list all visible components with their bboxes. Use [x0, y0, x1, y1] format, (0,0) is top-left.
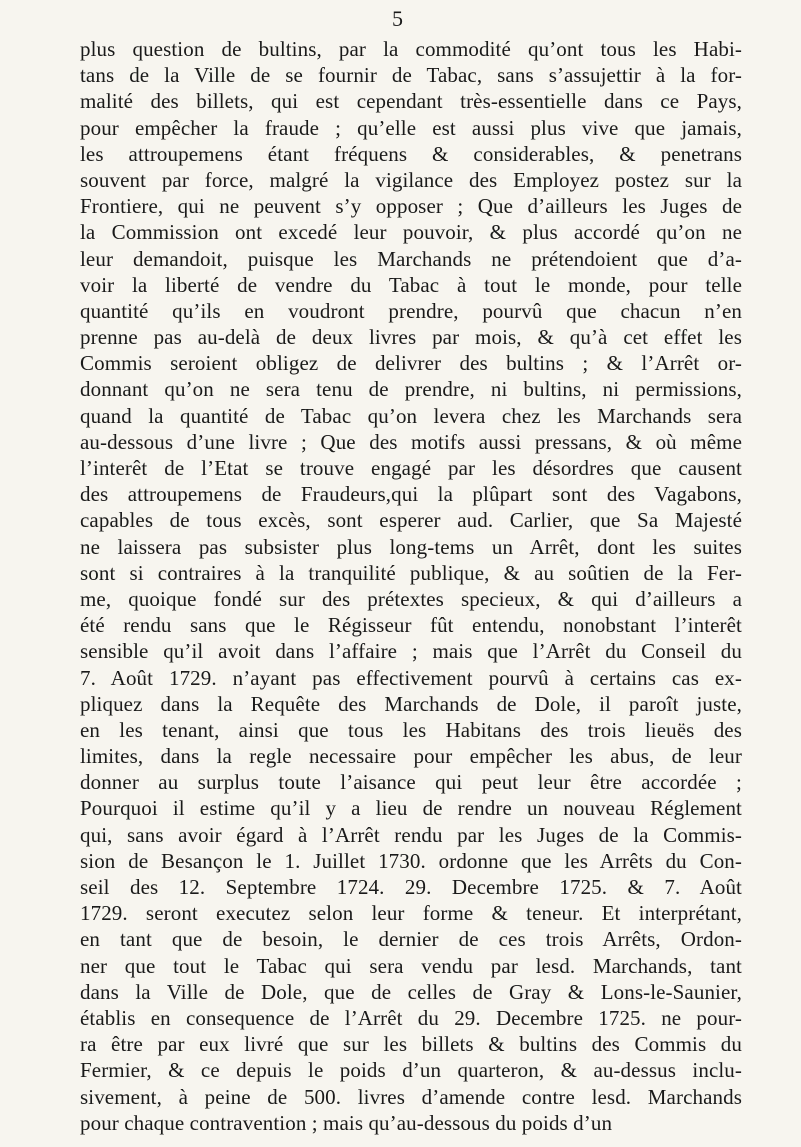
page-number: 5	[392, 6, 403, 31]
text-line: 1729. seront executez selon leur forme & teneur. Et interprétant,	[80, 901, 742, 926]
text-line: sensible qu’il avoit dans l’affaire ; mais que l’Arrêt du Conseil du	[80, 639, 742, 664]
text-line: plus question de bultins, par la commodité qu’ont tous les Habi-	[80, 37, 742, 61]
text-line: 7. Août 1729. n’ayant pas effectivement pourvû à certains cas ex-	[80, 665, 742, 690]
text-line: quand la quantité de Tabac qu’on levera chez les Marchands sera	[80, 403, 742, 428]
text-line: pour empêcher la fraude ; qu’elle est aussi plus vive que jamais,	[80, 115, 742, 140]
text-line: les attroupemens étant fréquens & considerables, & penetrans	[80, 141, 742, 166]
text-line: Pourquoi il estime qu’il y a lieu de rendre un nouveau Réglement	[80, 796, 742, 821]
text-line: leur demandoit, puisque les Marchands ne prétendoient que d’a-	[80, 246, 742, 271]
text-line: établis en consequence de l’Arrêt du 29. Decembre 1725. ne pour-	[80, 1005, 742, 1030]
text-line: des attroupemens de Fraudeurs,qui la plûpart sont des Vagabons,	[80, 482, 742, 507]
text-line: souvent par force, malgré la vigilance des Employez postez sur la	[80, 167, 742, 192]
text-line: donner au surplus toute l’aisance qui peut leur être accordée ;	[80, 770, 742, 795]
text-line: l’interêt de l’Etat se trouve engagé par les désordres que causent	[80, 456, 742, 480]
body-text	[80, 36, 742, 1136]
text-line: seil des 12. Septembre 1724. 29. Decembre 1725. & 7. Août	[80, 875, 742, 899]
text-line: tans de la Ville de se fournir de Tabac, sans s’assujettir à la for-	[80, 63, 742, 88]
text-line: en les tenant, ainsi que tous les Habitans des trois lieuës des	[80, 717, 742, 742]
text-line: qui, sans avoir égard à l’Arrêt rendu par les Juges de la Commis-	[80, 822, 742, 847]
text-line: quantité qu’ils en voudront prendre, pourvû que chacun n’en	[80, 298, 742, 323]
text-line: Commis seroient obligez de delivrer des bultins ; & l’Arrêt or-	[80, 351, 742, 376]
text-line: Fermier, & ce depuis le poids d’un quarteron, & au-dessus inclu-	[80, 1058, 742, 1083]
text-line: sion de Besançon le 1. Juillet 1730. ordonne que les Arrêts du Con-	[80, 848, 742, 873]
text-line: pour chaque contravention ; mais qu’au-dessous du poids d’un	[80, 1110, 613, 1135]
text-line: pliquez dans la Requête des Marchands de Dole, il paroît juste,	[80, 691, 742, 716]
text-line: voir la liberté de vendre du Tabac à tout le monde, pour telle	[80, 272, 742, 297]
text-line: prenne pas au-delà de deux livres par mois, & qu’à cet effet les	[80, 325, 742, 350]
text-line: en tant que de besoin, le dernier de ces trois Arrêts, Ordon-	[80, 927, 742, 952]
text-line: dans la Ville de Dole, que de celles de Gray & Lons-le-Saunier,	[80, 979, 742, 1004]
text-line: été rendu sans que le Régisseur fût entendu, nonobstant l’interêt	[80, 613, 742, 638]
text-line: la Commission ont excedé leur pouvoir, & plus accordé qu’on ne	[80, 220, 742, 245]
text-line: capables de tous excès, sont esperer aud. Carlier, que Sa Majesté	[80, 508, 742, 533]
text-line: sivement, à peine de 500. livres d’amende contre lesd. Marchands	[80, 1084, 742, 1109]
text-line: ra être par eux livré que sur les billets & bultins des Commis du	[80, 1032, 742, 1057]
text-line: malité des billets, qui est cependant très-essentielle dans ce Pays,	[80, 89, 742, 114]
text-line: me, quoique fondé sur des prétextes specieux, & qui d’ailleurs a	[80, 586, 742, 611]
text-line: donnant qu’on ne sera tenu de prendre, ni bultins, ni permissions,	[80, 377, 742, 402]
text-line: au-dessous d’une livre ; Que des motifs aussi pressans, & où même	[80, 429, 742, 454]
text-line: sont si contraires à la tranquilité publique, & au soûtien de la Fer-	[80, 560, 742, 585]
text-line: ner que tout le Tabac qui sera vendu par lesd. Marchands, tant	[80, 953, 742, 978]
text-line: ne laissera pas subsister plus long-tems un Arrêt, dont les suites	[80, 534, 742, 559]
text-line: limites, dans la regle necessaire pour empêcher les abus, de leur	[80, 744, 742, 769]
text-line: Frontiere, qui ne peuvent s’y opposer ; Que d’ailleurs les Juges de	[80, 194, 742, 219]
